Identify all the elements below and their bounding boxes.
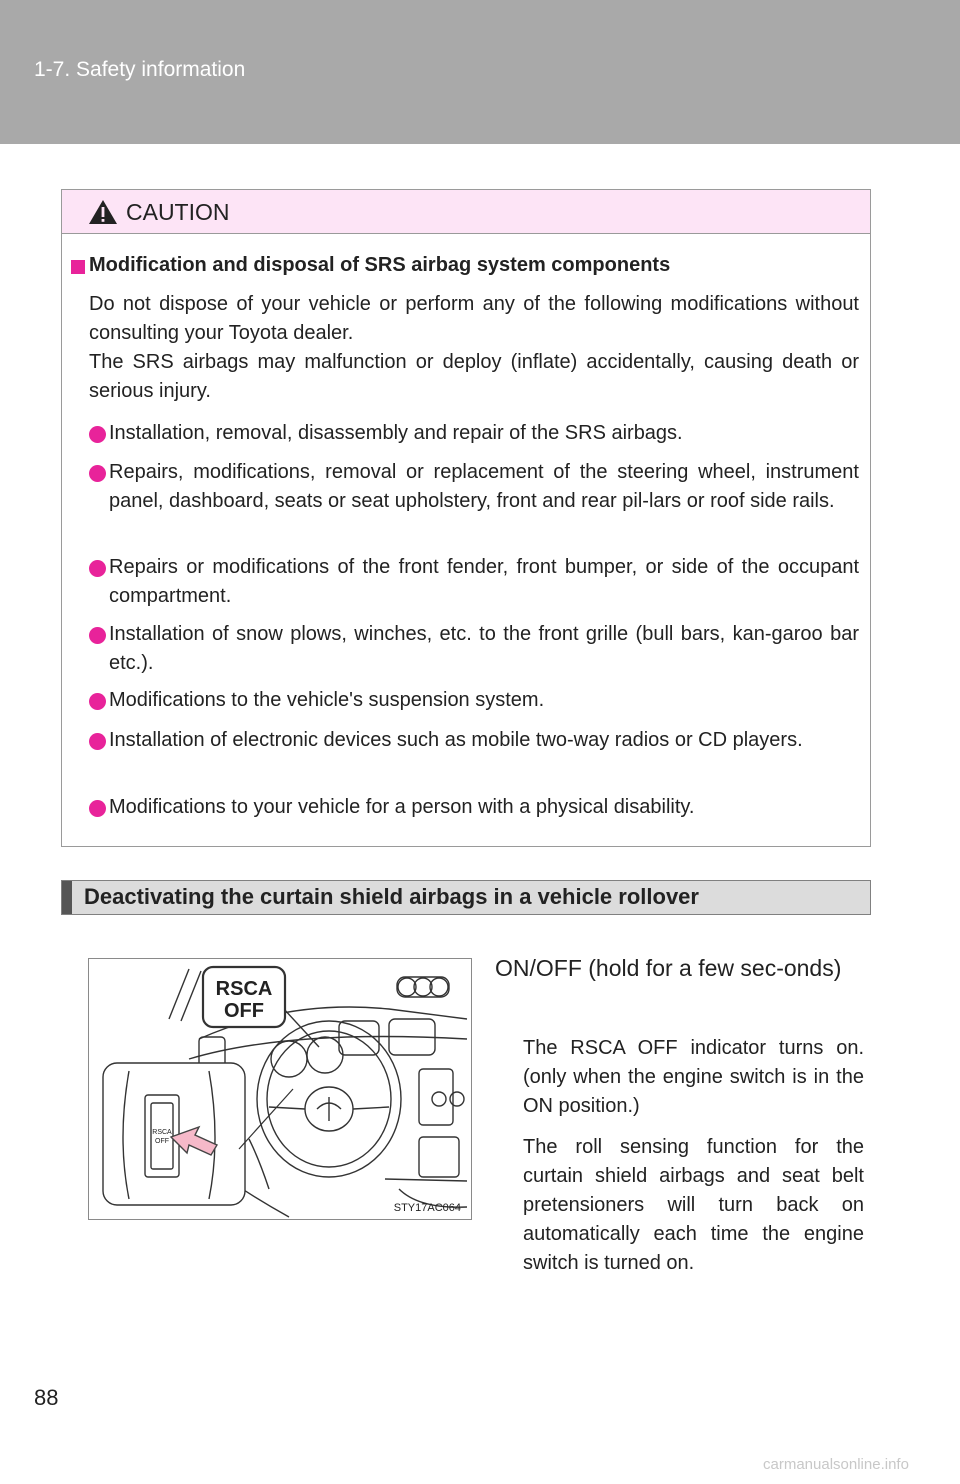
caution-box bbox=[61, 189, 871, 847]
action-text: ON/OFF (hold for a few sec-onds) bbox=[495, 955, 842, 981]
section-title: Deactivating the curtain shield airbags in a vehicle rollover bbox=[84, 884, 699, 909]
bullet-icon bbox=[89, 465, 106, 482]
bullet-icon bbox=[89, 800, 106, 817]
section-heading-bar bbox=[61, 880, 871, 915]
square-bullet-icon bbox=[71, 260, 85, 274]
caution-list-item: Installation, removal, disassembly and repair of the SRS airbags. bbox=[109, 422, 683, 444]
bullet-icon bbox=[89, 627, 106, 644]
bullet-icon bbox=[89, 560, 106, 577]
caution-list-item: Installation of electronic devices such as mobile two-way radios or CD players. bbox=[109, 729, 803, 751]
caution-bar bbox=[62, 190, 870, 234]
caution-heading: Modification and disposal of SRS airbag system components bbox=[89, 254, 671, 276]
figure-code: STY17AC064 bbox=[393, 1202, 461, 1214]
page-header bbox=[0, 0, 960, 144]
bullet-icon bbox=[89, 693, 106, 710]
header-title: 1-7. Safety information bbox=[34, 58, 246, 81]
callout-line1: RSCA bbox=[215, 978, 273, 1000]
bullet-icon bbox=[89, 426, 106, 443]
switch-label-line1: RSCA bbox=[152, 1129, 172, 1136]
description-paragraph: The RSCA OFF indicator turns on. (only when the engine switch is in the ON position.) bbox=[523, 1037, 864, 1117]
callout-line2: OFF bbox=[224, 1000, 264, 1022]
caution-label: CAUTION bbox=[126, 199, 230, 225]
caution-list-item: Repairs, modifications, removal or replacement of the steering wheel, instrument panel, dashboard, seats or seat upholstery, front and rear pil-lars or roof side rails. bbox=[109, 461, 859, 512]
caution-list-item: Modifications to the vehicle's suspension system. bbox=[109, 689, 545, 711]
description-paragraph: The roll sensing function for the curtain shield airbags and seat belt pretensioners will turn back on automatically each time the engine switch is turned on. bbox=[523, 1136, 864, 1274]
warning-icon bbox=[88, 199, 118, 225]
bullet-icon bbox=[89, 733, 106, 750]
caution-list-item: Repairs or modifications of the front fender, front bumper, or side of the occupant compartment. bbox=[109, 556, 859, 607]
switch-label-line2: OFF bbox=[155, 1138, 169, 1145]
section-stripe bbox=[62, 881, 72, 914]
caution-list-item: Modifications to your vehicle for a person with a physical disability. bbox=[109, 796, 695, 818]
dashboard-illustration bbox=[88, 958, 472, 1220]
caution-paragraph: The SRS airbags may malfunction or deploy (inflate) accidentally, causing death or serious injury. bbox=[89, 351, 859, 402]
page-number: 88 bbox=[34, 1385, 59, 1410]
watermark: carmanualsonline.info bbox=[763, 1456, 909, 1473]
caution-list-item: Installation of snow plows, winches, etc. to the front grille (bull bars, kan-garoo bar etc.). bbox=[109, 623, 859, 674]
caution-paragraph: Do not dispose of your vehicle or perform any of the following modifications without consulting your Toyota dealer. bbox=[89, 293, 859, 344]
dashboard-drawing bbox=[89, 959, 471, 1219]
